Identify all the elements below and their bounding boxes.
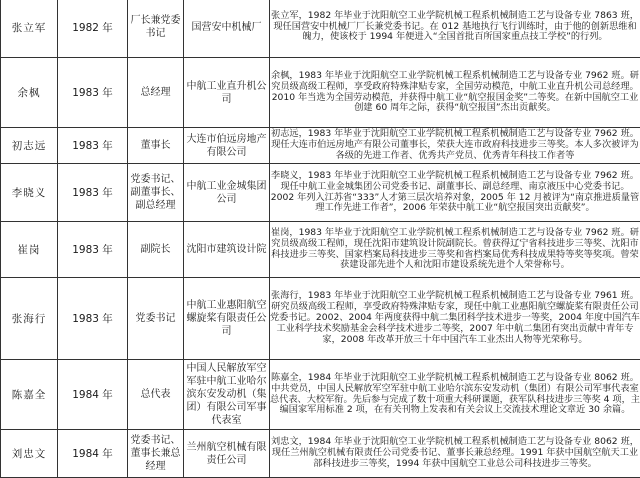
description-cell: 张立军，1982 年毕业于沈阳航空工业学院机械工程系机械制造工艺与设备专业 7863 班，现任国营安中机械厂厂长兼党委书记。在 012 基地执行飞行训练时，由于他的创新思维和魄力，使该校于 1994 年便进入“全国首批百所国家重点技工学校”的行列。 xyxy=(270,0,640,58)
year-cell: 1984 年 xyxy=(58,430,128,478)
description-cell: 初志远，1983 年毕业于沈阳航空工业学院机械工程系机械制造工艺与设备专业 7962 班。现任大连市伯远房地产有限公司董事长，荣获大连市政府科技进步三等奖。本人多次被评为各级的先进工作者、优秀共产党员、优秀青年科技工作者等 xyxy=(270,128,640,164)
unit-cell: 兰州航空机械有限责任公司 xyxy=(184,430,270,478)
position-cell: 总代表 xyxy=(128,360,184,430)
position-cell: 副院长 xyxy=(128,222,184,278)
description-cell: 陈嘉全，1984 年毕业于沈阳航空工业学院机械工程系机械制造工艺与设备专业 8062 班。中共党员，中国人民解放军空军驻中航工业哈尔滨东安发动机（集团）有限公司军事代表室总代表、大校军衔。先后参与完成了数十项重大科研课题，获军队科技进步三等奖 4 项，主编国家军用标准 2 项，在有关刊物上发表和有关会议上交流技术理论文章近 30 余篇。 xyxy=(270,360,640,430)
unit-cell: 中航工业惠阳航空螺旋桨有限责任公司 xyxy=(184,278,270,360)
position-cell: 厂长兼党委书记 xyxy=(128,0,184,58)
description-cell: 刘忠文，1984 年毕业于沈阳航空工业学院机械工程系机械制造工艺与设备专业 8062 班，现任兰州航空机械有限责任公司党委书记、董事长兼总经理。1991 年获中国航空航天工业部科技进步三等奖，1994 年获中国航空工业总公司科技进步三等奖。 xyxy=(270,430,640,478)
position-cell: 党委书记、董事长兼总经理 xyxy=(128,430,184,478)
position-cell: 董事长 xyxy=(128,128,184,164)
table-row xyxy=(1,58,640,128)
unit-cell: 中航工业直升机公司 xyxy=(184,58,270,128)
name-cell: 余枫 xyxy=(1,58,58,128)
name-cell: 崔岗 xyxy=(1,222,58,278)
unit-cell: 大连市伯远房地产有限公司 xyxy=(184,128,270,164)
name-cell: 刘忠文 xyxy=(1,430,58,478)
year-cell: 1983 年 xyxy=(58,278,128,360)
description-cell: 张海行，1983 年毕业于沈阳航空工业学院机械工程系机械制造工艺与设备专业 7961 班。研究员级高级工程师，享受政府特殊津贴专家，现任中航工业惠阳航空螺旋桨有限责任公司党委书记。2002、2004 年两度获得中航二集团科学技术进步一等奖，2004 年度中国汽车工业科学技术奖励基金会科学技术进步二等奖，2007 年中航二集团有突出贡献中青年专家，2008 年改革开放三十年中国汽车工业杰出人物等光荣称号。 xyxy=(270,278,640,360)
unit-cell: 沈阳市建筑设计院 xyxy=(184,222,270,278)
unit-cell: 中国人民解放军空军驻中航工业哈尔滨东安发动机（集团）有限公司军事代表室 xyxy=(184,360,270,430)
year-cell: 1982 年 xyxy=(58,0,128,58)
name-cell: 张立军 xyxy=(1,0,58,58)
table-row xyxy=(1,0,640,58)
table-row xyxy=(1,128,640,164)
position-cell: 党委书记、副董事长、副总经理 xyxy=(128,164,184,222)
description-cell: 李晓义，1983 年毕业于沈阳航空工业学院机械工程系机械制造工艺与设备专业 7962 班。现任中航工业金城集团公司党委书记、副董事长、副总经理、南京液压中心党委书记。2002 年列入江苏省“333”人才第三层次培养对象，2005 年 12 月被评为“南京推进质量管理工作先进工作者”，2006 年荣获中航工业“航空报国突出贡献奖”。 xyxy=(270,164,640,222)
description-cell: 余枫，1983 年毕业于沈阳航空工业学院机械工程系机械制造工艺与设备专业 7962 班。研究员级高级工程师，享受政府特殊津贴专家，全国劳动模范，中航工业直升机公司总经理。2010 年当选为全国劳动模范，并获得中航工业“航空报国金奖”二等奖。在新中国航空工业创建 60 周年之际，获得“航空报国”杰出贡献奖。 xyxy=(270,58,640,128)
description-cell: 崔岗，1983 年毕业于沈阳航空工业学院机械工程系机械制造工艺与设备专业 7962 班。研究员级高级工程师，现任沈阳市建筑设计院副院长。曾获得辽宁省科技进步三等奖、沈阳市科技进步三等奖、国家档案局科技进步三等奖和省档案局优秀科技成果特等奖等奖项。曾荣获建设部先进个人和沈阳市建设系统先进个人荣誉称号。 xyxy=(270,222,640,278)
position-cell: 总经理 xyxy=(128,58,184,128)
name-cell: 陈嘉全 xyxy=(1,360,58,430)
table-row xyxy=(1,430,640,478)
table-row xyxy=(1,164,640,222)
name-cell: 初志远 xyxy=(1,128,58,164)
name-cell: 李晓义 xyxy=(1,164,58,222)
year-cell: 1983 年 xyxy=(58,128,128,164)
table-row xyxy=(1,360,640,430)
year-cell: 1984 年 xyxy=(58,360,128,430)
year-cell: 1983 年 xyxy=(58,164,128,222)
table-row xyxy=(1,278,640,360)
year-cell: 1983 年 xyxy=(58,222,128,278)
unit-cell: 国营安中机械厂 xyxy=(184,0,270,58)
table-row xyxy=(1,222,640,278)
year-cell: 1983 年 xyxy=(58,58,128,128)
unit-cell: 中航工业金城集团公司 xyxy=(184,164,270,222)
name-cell: 张海行 xyxy=(1,278,58,360)
position-cell: 党委书记 xyxy=(128,278,184,360)
